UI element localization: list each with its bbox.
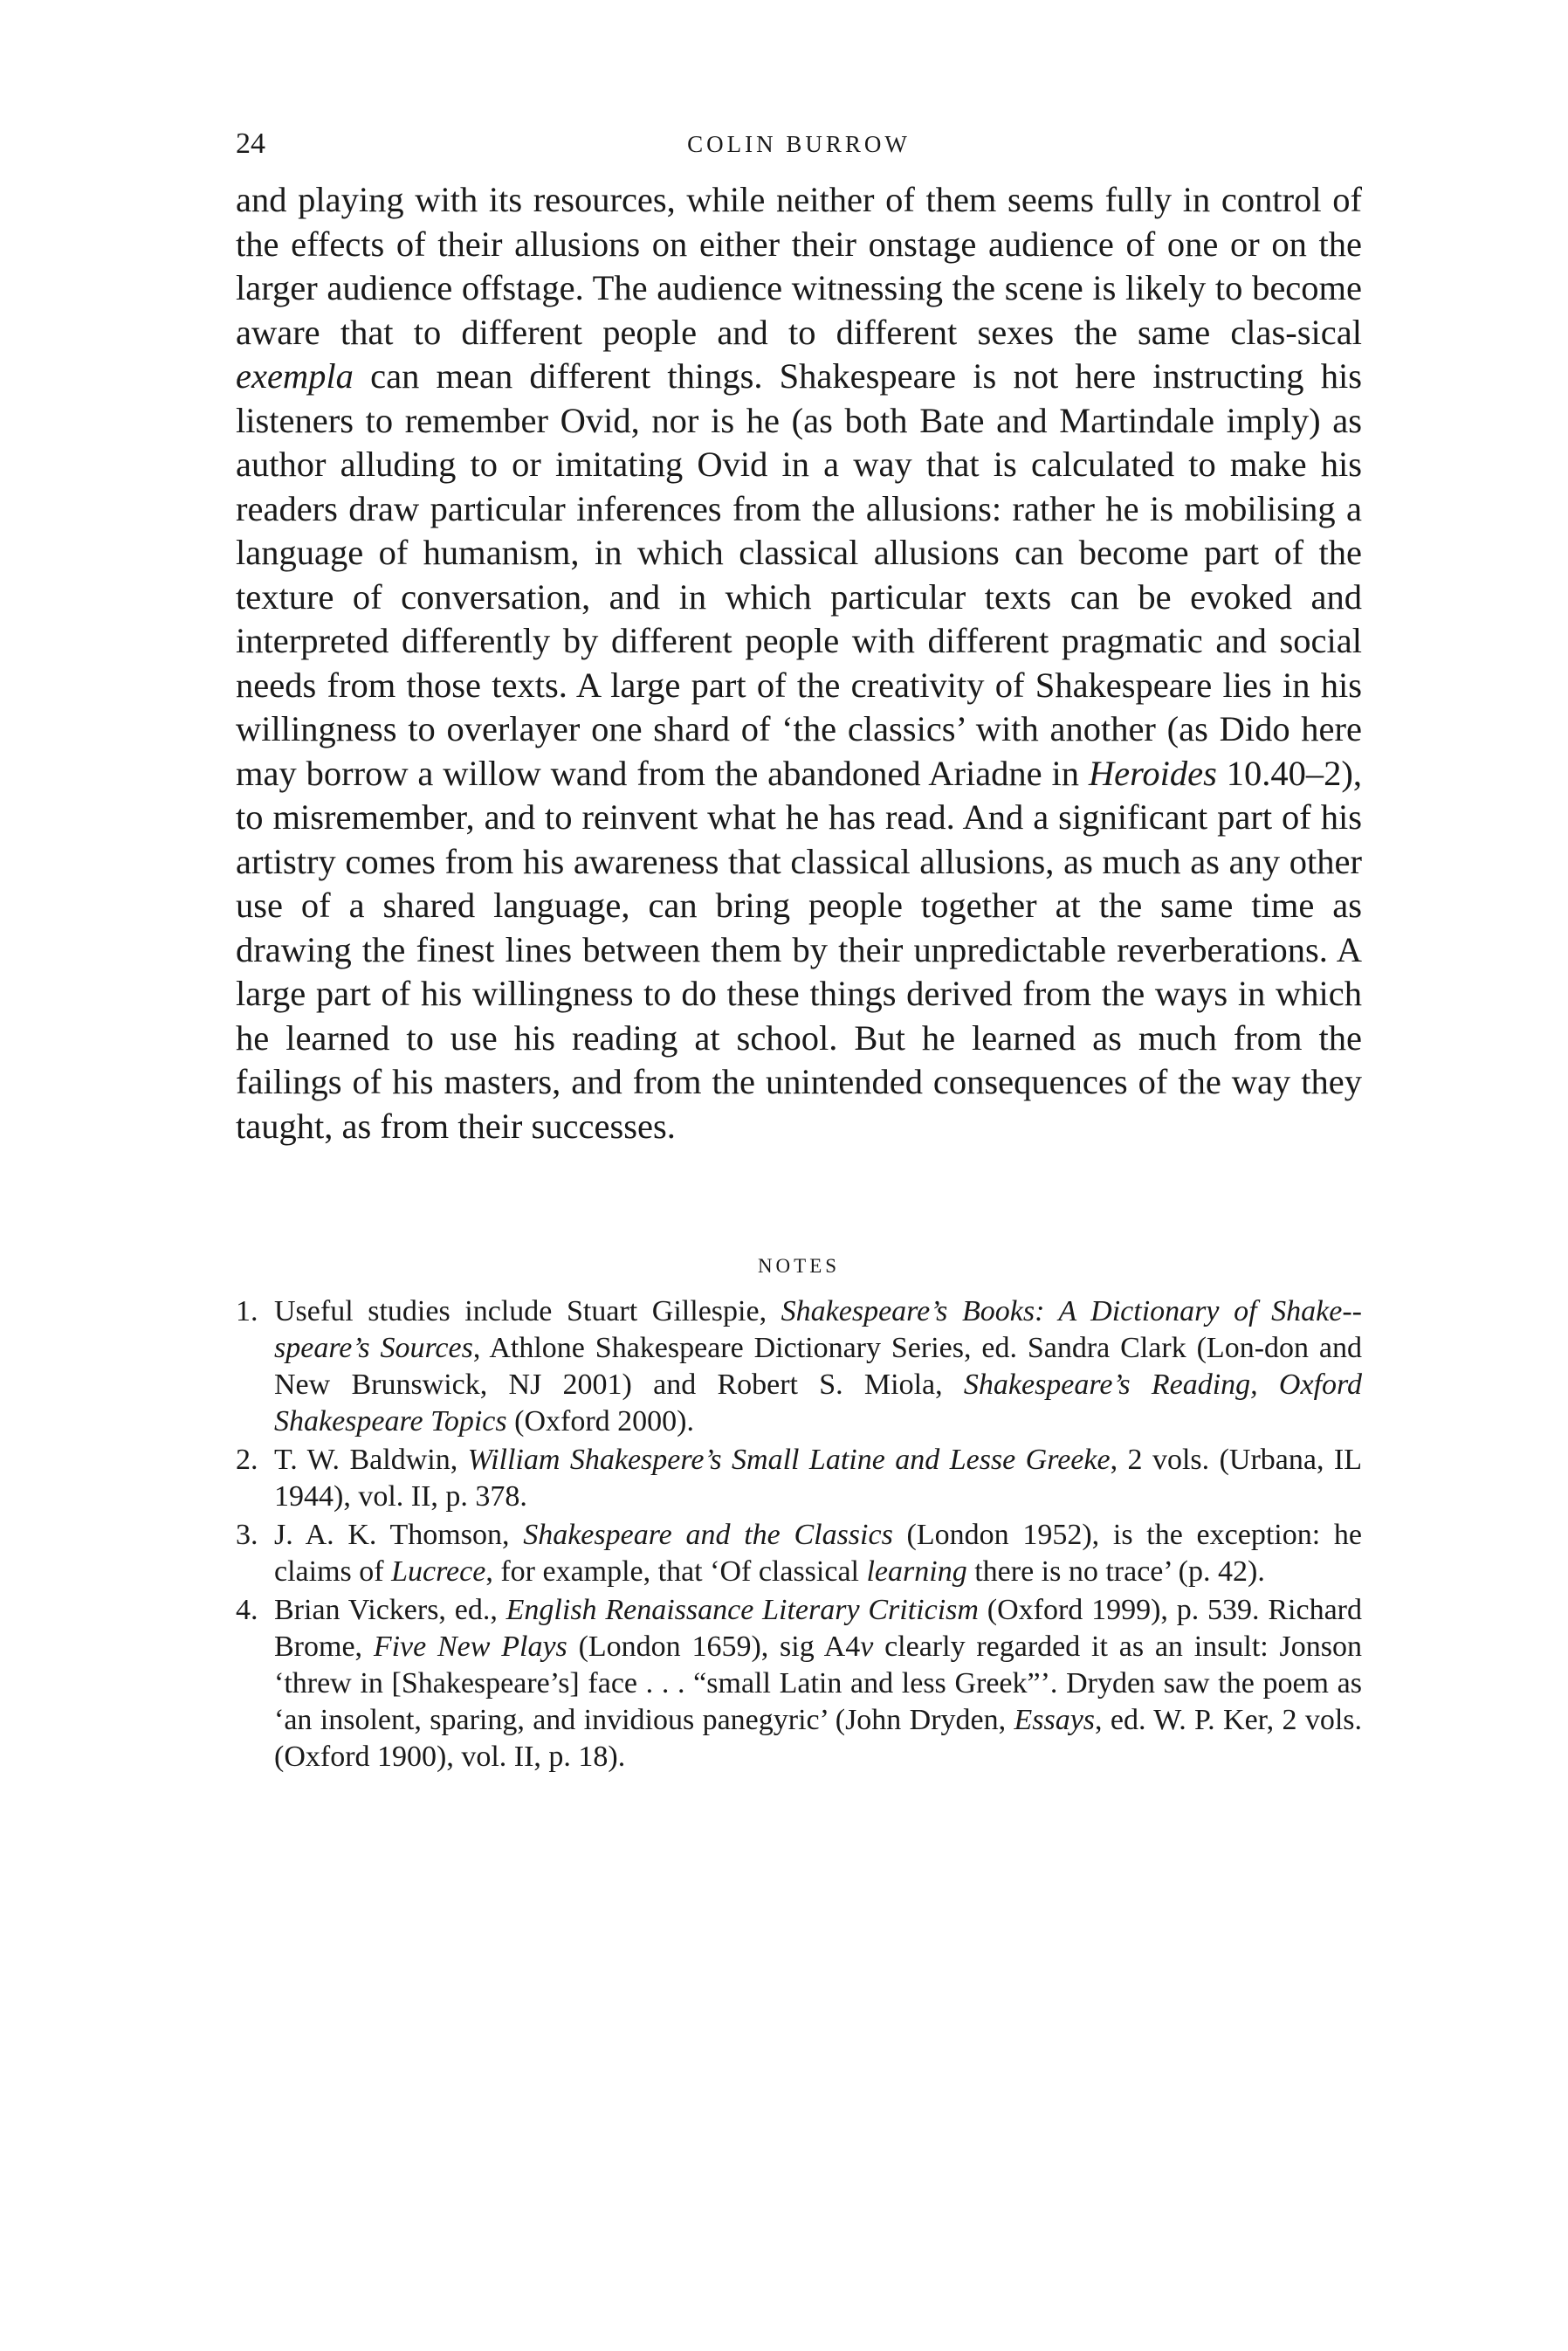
note-text-run: J. A. K. Thomson,: [274, 1519, 524, 1551]
note-italic-title: William Shakespere’s Small Latine and Lesse Greeke: [467, 1444, 1111, 1476]
note-text-run: , for example, that ‘Of classical: [485, 1555, 867, 1588]
running-head: [236, 122, 1362, 166]
note-4: [236, 1592, 1362, 1775]
note-text-run: (London 1659), sig A4: [567, 1631, 861, 1663]
body-text-run: and playing with its resources, while neither of them seems fully in control of the effects of their allusions on either their onstage audience of one or on the larger audience offstage. The audience witnessing the scene is likely to become aware that to different people and to different sexes the same clas-sical: [236, 180, 1362, 352]
body-text-run: 10.40–2), to misremember, and to reinvent what he has read. And a significant part of his artistry comes from his awareness that classical allusions, as much as any other use of a shared language, can bring people together at the same time as drawing the finest lines between them by their unpredictable reverberations. A large part of his willingness to do these things derived from the ways in which he learned to use his reading at school. But he learned as much from the failings of his masters, and from the unintended consequences of the way they taught, as from their successes.: [236, 753, 1362, 1146]
note-3: [236, 1517, 1362, 1590]
note-italic-title: Lucrece: [391, 1555, 486, 1588]
note-number: 4.: [236, 1594, 258, 1626]
note-text-run: there is no trace’ (p. 42).: [966, 1555, 1265, 1588]
note-text-run: clearly regarded it as an insult: Jonson ‘threw in [Shakespeare’s] face . . . “small Latin and less Greek”’. Dryden saw the poem as ‘an insolent, sparing, and invidious panegyric’ (John Dryden,: [274, 1631, 1362, 1736]
note-text-run: (Oxford 2000).: [506, 1405, 694, 1437]
note-text-run: (London 1952), is the exception: he claims of: [274, 1519, 1362, 1588]
note-1: [236, 1293, 1362, 1440]
note-italic-word: learning: [866, 1555, 967, 1588]
body-paragraph: [236, 178, 1362, 1148]
italic-title-heroides: Heroides: [1088, 753, 1217, 793]
note-italic-title: Essays: [1014, 1704, 1096, 1736]
note-number: 2.: [236, 1444, 258, 1476]
running-head-author: COLIN BURROW: [687, 131, 911, 157]
italic-term-exempla: exempla: [236, 356, 354, 396]
notes-list: [236, 1293, 1362, 1775]
note-2: [236, 1442, 1362, 1515]
note-number: 1.: [236, 1295, 258, 1327]
body-text: [236, 178, 1362, 1148]
note-italic-title: English Renaissance Literary Criticism: [505, 1594, 979, 1626]
note-text-run: Brian Vickers, ed.,: [274, 1594, 506, 1626]
note-italic-title: Five New Plays: [373, 1631, 567, 1663]
note-italic-title: Shakespeare and the Classics: [523, 1519, 893, 1551]
note-italic-sig: v: [860, 1631, 874, 1663]
body-text-run: can mean different things. Shakespeare is not here instructing his listeners to remember Ovid, nor is he (as both Bate and Martindale imply) as author alluding to or imitating Ovid in a way that is calculated to make his readers draw particular inferences from the allusions: rather he is mobilising a language of humanism, in which classical allusions can become part of the texture of conversation, and in which particular texts can be evoked and interpreted differently by different people with different pragmatic and social needs from those texts. A large part of the creativity of Shakespeare lies in his willingness to overlayer one shard of ‘the classics’ with another (as Dido here may borrow a willow wand from the abandoned Ariadne in: [236, 356, 1362, 793]
note-text-run: , Athlone Shakespeare Dictionary Series, ed. Sandra Clark (Lon-don and New Brunswick, NJ 2001) and Robert S. Miola,: [274, 1332, 1362, 1401]
note-text-run: , 2 vols. (Urbana, IL 1944), vol. II, p. 378.: [274, 1444, 1362, 1513]
note-italic-title: Shakespeare’s Reading, Oxford Shakespeare Topics: [274, 1369, 1362, 1437]
note-text-run: , ed. W. P. Ker, 2 vols. (Oxford 1900), vol. II, p. 18).: [274, 1704, 1363, 1773]
book-page: [236, 122, 1362, 1777]
notes-heading: NOTES: [757, 1255, 841, 1277]
note-text-run: Useful studies include Stuart Gillespie,: [274, 1295, 781, 1327]
note-text-run: (Oxford 1999), p. 539. Richard Brome,: [274, 1594, 1362, 1663]
note-text-run: T. W. Baldwin,: [274, 1444, 468, 1476]
page-number: 24: [236, 128, 265, 160]
note-number: 3.: [236, 1519, 258, 1551]
note-italic-title: Shakespeare’s Books: A Dictionary of Shake-speare’s Sources: [274, 1295, 1362, 1364]
